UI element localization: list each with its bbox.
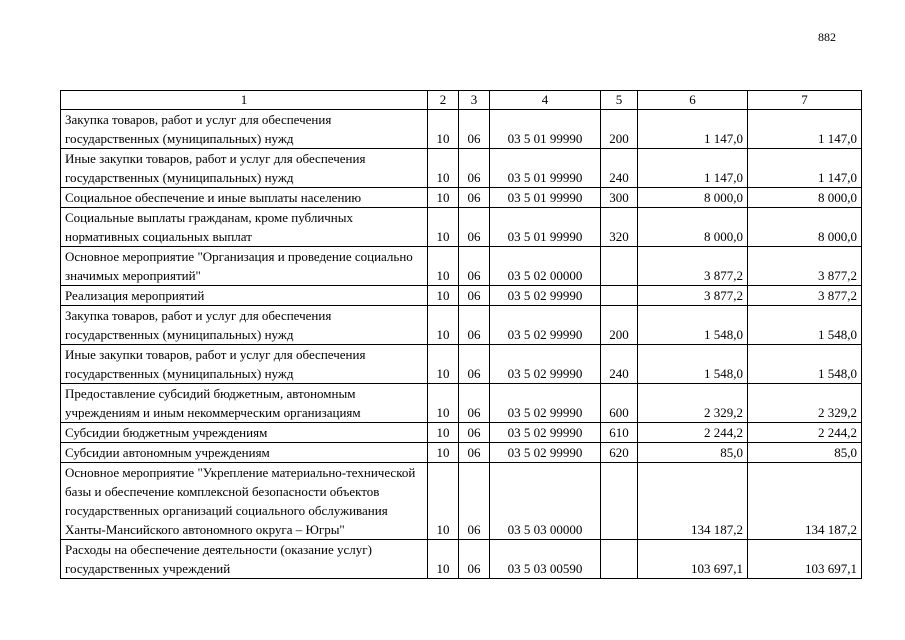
row-expense-type: 300 — [601, 188, 638, 208]
header-col-2: 2 — [428, 91, 459, 110]
row-name: Предоставление субсидий бюджетным, автономным учреждениям и иным некоммерческим организациям — [61, 384, 428, 423]
table-row — [61, 247, 862, 286]
header-col-5: 5 — [601, 91, 638, 110]
row-subsection: 06 — [459, 443, 490, 463]
row-section: 10 — [428, 443, 459, 463]
row-target-article: 03 5 02 99990 — [490, 345, 601, 384]
header-col-4: 4 — [490, 91, 601, 110]
row-amount-year-1: 1 548,0 — [638, 306, 748, 345]
row-amount-year-2: 8 000,0 — [748, 188, 862, 208]
table-row — [61, 384, 862, 423]
row-target-article: 03 5 03 00000 — [490, 463, 601, 540]
row-target-article: 03 5 01 99990 — [490, 188, 601, 208]
row-name: Социальные выплаты гражданам, кроме публичных нормативных социальных выплат — [61, 208, 428, 247]
header-col-1: 1 — [61, 91, 428, 110]
header-col-7: 7 — [748, 91, 862, 110]
row-name: Основное мероприятие "Укрепление материально-технической базы и обеспечение комплексной безопасности объектов государственных организаций социального обслуживания Ханты-Мансийского автономного округа – Югры" — [61, 463, 428, 540]
row-target-article: 03 5 02 99990 — [490, 423, 601, 443]
row-section: 10 — [428, 149, 459, 188]
table-row — [61, 188, 862, 208]
row-amount-year-2: 2 329,2 — [748, 384, 862, 423]
row-amount-year-2: 2 244,2 — [748, 423, 862, 443]
row-amount-year-1: 3 877,2 — [638, 286, 748, 306]
row-amount-year-1: 134 187,2 — [638, 463, 748, 540]
row-amount-year-2: 3 877,2 — [748, 247, 862, 286]
row-subsection: 06 — [459, 384, 490, 423]
row-target-article: 03 5 01 99990 — [490, 208, 601, 247]
row-target-article: 03 5 02 00000 — [490, 247, 601, 286]
row-amount-year-2: 85,0 — [748, 443, 862, 463]
header-col-6: 6 — [638, 91, 748, 110]
row-expense-type: 200 — [601, 306, 638, 345]
row-amount-year-2: 103 697,1 — [748, 540, 862, 579]
row-amount-year-1: 8 000,0 — [638, 208, 748, 247]
row-name: Иные закупки товаров, работ и услуг для обеспечения государственных (муниципальных) нужд — [61, 345, 428, 384]
row-name: Закупка товаров, работ и услуг для обеспечения государственных (муниципальных) нужд — [61, 306, 428, 345]
row-subsection: 06 — [459, 540, 490, 579]
row-amount-year-2: 134 187,2 — [748, 463, 862, 540]
table-row — [61, 286, 862, 306]
row-target-article: 03 5 02 99990 — [490, 443, 601, 463]
row-section: 10 — [428, 423, 459, 443]
table-row — [61, 463, 862, 540]
row-subsection: 06 — [459, 110, 490, 149]
row-expense-type — [601, 540, 638, 579]
row-amount-year-1: 1 147,0 — [638, 110, 748, 149]
row-expense-type: 200 — [601, 110, 638, 149]
row-expense-type: 320 — [601, 208, 638, 247]
row-section: 10 — [428, 286, 459, 306]
row-subsection: 06 — [459, 286, 490, 306]
row-subsection: 06 — [459, 208, 490, 247]
row-section: 10 — [428, 384, 459, 423]
row-target-article: 03 5 02 99990 — [490, 384, 601, 423]
header-col-3: 3 — [459, 91, 490, 110]
row-name: Основное мероприятие "Организация и проведение социально значимых мероприятий" — [61, 247, 428, 286]
table-row — [61, 149, 862, 188]
row-amount-year-1: 8 000,0 — [638, 188, 748, 208]
table-row — [61, 540, 862, 579]
row-name: Субсидии бюджетным учреждениям — [61, 423, 428, 443]
row-target-article: 03 5 01 99990 — [490, 149, 601, 188]
row-amount-year-1: 3 877,2 — [638, 247, 748, 286]
row-section: 10 — [428, 540, 459, 579]
row-target-article: 03 5 02 99990 — [490, 286, 601, 306]
row-amount-year-2: 1 147,0 — [748, 110, 862, 149]
row-expense-type — [601, 286, 638, 306]
row-target-article: 03 5 01 99990 — [490, 110, 601, 149]
row-amount-year-1: 1 147,0 — [638, 149, 748, 188]
table-row — [61, 443, 862, 463]
row-subsection: 06 — [459, 247, 490, 286]
table-row — [61, 208, 862, 247]
row-amount-year-1: 2 329,2 — [638, 384, 748, 423]
row-expense-type — [601, 247, 638, 286]
row-expense-type: 240 — [601, 345, 638, 384]
row-expense-type: 600 — [601, 384, 638, 423]
row-subsection: 06 — [459, 306, 490, 345]
budget-table — [60, 90, 862, 579]
row-subsection: 06 — [459, 149, 490, 188]
row-name: Реализация мероприятий — [61, 286, 428, 306]
row-section: 10 — [428, 306, 459, 345]
row-amount-year-2: 3 877,2 — [748, 286, 862, 306]
row-name: Иные закупки товаров, работ и услуг для обеспечения государственных (муниципальных) нужд — [61, 149, 428, 188]
row-section: 10 — [428, 463, 459, 540]
row-subsection: 06 — [459, 188, 490, 208]
row-amount-year-2: 1 147,0 — [748, 149, 862, 188]
row-amount-year-1: 2 244,2 — [638, 423, 748, 443]
row-expense-type: 240 — [601, 149, 638, 188]
table-row — [61, 345, 862, 384]
row-subsection: 06 — [459, 345, 490, 384]
row-expense-type: 620 — [601, 443, 638, 463]
row-target-article: 03 5 03 00590 — [490, 540, 601, 579]
row-target-article: 03 5 02 99990 — [490, 306, 601, 345]
page-number: 882 — [818, 30, 836, 44]
row-section: 10 — [428, 110, 459, 149]
table-row — [61, 423, 862, 443]
row-amount-year-1: 103 697,1 — [638, 540, 748, 579]
row-amount-year-2: 1 548,0 — [748, 306, 862, 345]
row-subsection: 06 — [459, 423, 490, 443]
row-subsection: 06 — [459, 463, 490, 540]
row-name: Расходы на обеспечение деятельности (оказание услуг) государственных учреждений — [61, 540, 428, 579]
row-name: Закупка товаров, работ и услуг для обеспечения государственных (муниципальных) нужд — [61, 110, 428, 149]
row-amount-year-1: 1 548,0 — [638, 345, 748, 384]
row-section: 10 — [428, 188, 459, 208]
table-header-row — [61, 91, 862, 110]
row-expense-type — [601, 463, 638, 540]
row-name: Социальное обеспечение и иные выплаты населению — [61, 188, 428, 208]
row-amount-year-2: 1 548,0 — [748, 345, 862, 384]
row-section: 10 — [428, 247, 459, 286]
row-section: 10 — [428, 345, 459, 384]
row-section: 10 — [428, 208, 459, 247]
table-row — [61, 110, 862, 149]
row-amount-year-1: 85,0 — [638, 443, 748, 463]
row-expense-type: 610 — [601, 423, 638, 443]
row-name: Субсидии автономным учреждениям — [61, 443, 428, 463]
row-amount-year-2: 8 000,0 — [748, 208, 862, 247]
table-row — [61, 306, 862, 345]
